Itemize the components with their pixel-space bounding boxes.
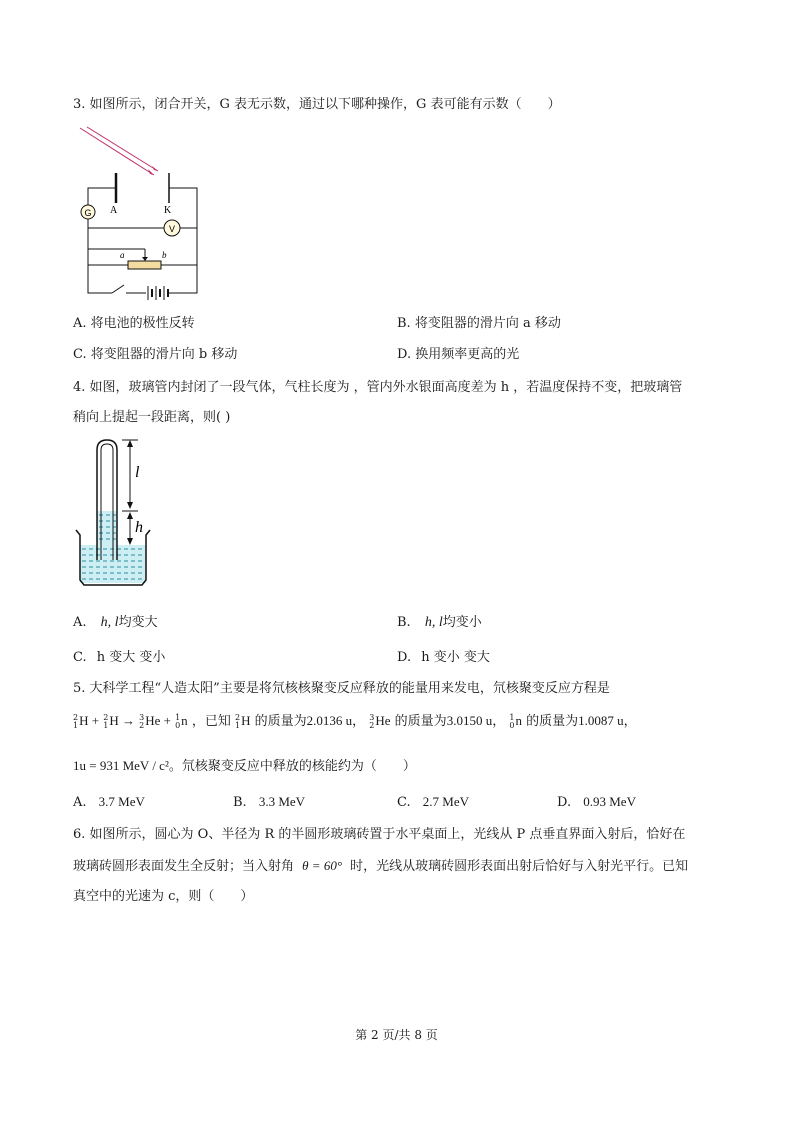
rheostat-end-b: b [162,250,167,260]
q3-option-b[interactable]: B. 将变阻器的滑片向 a 移动 [397,316,561,331]
q6-line3: 真空中的光速为 c，则（ ） [73,889,254,904]
q5-equation-line: 2 1 H + 2 1 H → 3 2 He + 1 0 n ，已知 2 1 H 的质量为2.0136 u， 3 2 He 的质量为3.0150 u， 1 0 n 的质量为1.0087 u， [73,712,637,730]
q3-stem: 3. 如图所示，闭合开关，G 表无示数，通过以下哪种操作，G 表可能有示数（ ） [73,97,561,112]
label-h: h [135,519,143,536]
rheostat-end-a: a [120,250,125,260]
q4-option-a[interactable]: A. h, l均变大 [73,615,158,630]
q3-option-c[interactable]: C. 将变阻器的滑片向 b 移动 [73,347,238,362]
q4-tube-diagram [70,435,180,595]
galvanometer-label: G [84,208,92,218]
electrode-a-label: A [110,205,118,216]
q6-line1: 6. 如图所示，圆心为 O、半径为 R 的半圆形玻璃砖置于水平桌面上，光线从 P 点垂直界面入射后，恰好在 [73,827,686,842]
q3-circuit-diagram [70,125,220,300]
q4-option-b[interactable]: B. h, l均变小 [397,615,482,630]
q5-option-c[interactable]: C. 2.7 MeV [397,794,469,810]
q5-line3: 1u = 931 MeV / c²。氘核聚变反应中释放的核能约为（ ） [73,758,416,774]
label-l: l [135,464,140,481]
q5-option-b[interactable]: B. 3.3 MeV [233,794,306,810]
q5-option-d[interactable]: D. 0.93 MeV [557,794,636,810]
q3-option-d[interactable]: D. 换用频率更高的光 [397,347,520,362]
voltmeter-label: V [168,224,176,234]
q6-line2: 玻璃砖圆形表面发生全反射；当入射角 θ = 60° 时，光线从玻璃砖圆形表面出射后恰好与入射光平行。已知 [73,858,689,874]
q4-stem-line2: 稍向上提起一段距离，则( ) [73,410,231,425]
q3-option-a[interactable]: A. 将电池的极性反转 [73,316,195,331]
electrode-k-label: K [164,205,172,216]
page-footer: 第 2 页/共 8 页 [355,1028,438,1042]
q5-option-a[interactable]: A. 3.7 MeV [73,794,145,810]
q4-option-c[interactable]: C. h 变大 变小 [73,650,166,665]
q4-stem-line1: 4. 如图，玻璃管内封闭了一段气体，气柱长度为 ，管内外水银面高度差为 h ，若温度保持不变，把玻璃管 [73,380,683,395]
q5-stem-line1: 5. 大科学工程“人造太阳”主要是将氘核核聚变反应释放的能量用来发电，氘核聚变反应方程是 [73,681,610,696]
q4-option-d[interactable]: D. h 变小 变大 [397,650,490,665]
